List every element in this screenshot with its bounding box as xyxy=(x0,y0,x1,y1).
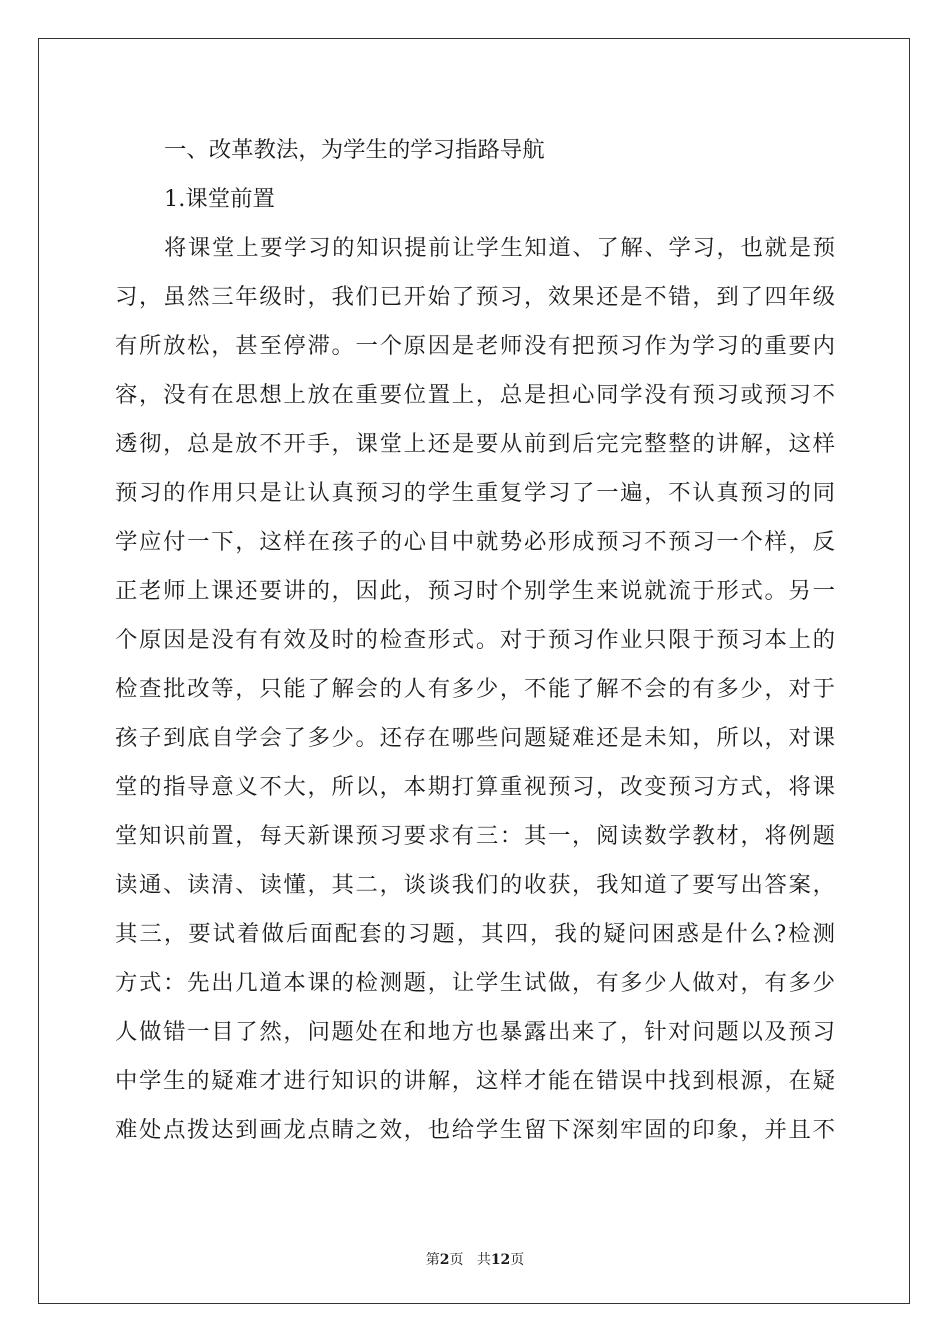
section-heading: 一、改革教法，为学生的学习指路导航 xyxy=(164,137,545,163)
paragraph-line: 将课堂上要学习的知识提前让学生知道、了解、学习，也就是预 xyxy=(164,235,835,261)
paragraph-line: 习，虽然三年级时，我们已开始了预习，效果还是不错，到了四年级 xyxy=(115,284,835,310)
paragraph-line: 个原因是没有有效及时的检查形式。对于预习作业只限于预习本上的 xyxy=(115,627,835,653)
page-suffix: 页 xyxy=(449,1252,464,1268)
paragraph-line: 读通、读清、读懂，其二，谈谈我们的收获，我知道了要写出答案， xyxy=(115,872,835,898)
paragraph-line: 正老师上课还要讲的，因此，预习时个别学生来说就流于形式。另一 xyxy=(115,578,835,604)
total-prefix: 共 xyxy=(476,1252,491,1268)
paragraph-line: 预习的作用只是让认真预习的学生重复学习了一遍，不认真预习的同 xyxy=(115,480,835,506)
page-prefix: 第 xyxy=(425,1252,440,1268)
page-footer xyxy=(0,1249,950,1269)
document-body xyxy=(115,126,835,1155)
paragraph-line: 孩子到底自学会了多少。还存在哪些问题疑难还是未知，所以，对课 xyxy=(115,725,835,751)
paragraph-line: 难处点拨达到画龙点睛之效，也给学生留下深刻牢固的印象，并且不 xyxy=(115,1117,835,1143)
page-number: 2 xyxy=(439,1252,450,1268)
paragraph-line: 方式：先出几道本课的检测题，让学生试做，有多少人做对，有多少 xyxy=(115,970,835,996)
paragraph-line: 学应付一下，这样在孩子的心目中就势必形成预习不预习一个样，反 xyxy=(115,529,835,555)
paragraph-line: 中学生的疑难才进行知识的讲解，这样才能在错误中找到根源，在疑 xyxy=(115,1068,835,1094)
paragraph-line: 检查批改等，只能了解会的人有多少，不能了解不会的有多少，对于 xyxy=(115,676,835,702)
total-pages: 12 xyxy=(490,1252,511,1268)
subsection-heading: 1.课堂前置 xyxy=(164,186,275,212)
paragraph-line: 容，没有在思想上放在重要位置上，总是担心同学没有预习或预习不 xyxy=(115,382,835,408)
paragraph xyxy=(115,224,835,1155)
total-suffix: 页 xyxy=(510,1252,525,1268)
paragraph-line: 其三，要试着做后面配套的习题，其四，我的疑问困惑是什么?检测 xyxy=(115,921,835,947)
paragraph-line: 有所放松，甚至停滞。一个原因是老师没有把预习作为学习的重要内 xyxy=(115,333,835,359)
paragraph-line: 堂的指导意义不大，所以，本期打算重视预习，改变预习方式，将课 xyxy=(115,774,835,800)
paragraph-line: 透彻，总是放不开手，课堂上还是要从前到后完完整整的讲解，这样 xyxy=(115,431,835,457)
paragraph-line: 堂知识前置，每天新课预习要求有三：其一，阅读数学教材，将例题 xyxy=(115,823,835,849)
paragraph-line: 人做错一目了然，问题处在和地方也暴露出来了，针对问题以及预习 xyxy=(115,1019,835,1045)
